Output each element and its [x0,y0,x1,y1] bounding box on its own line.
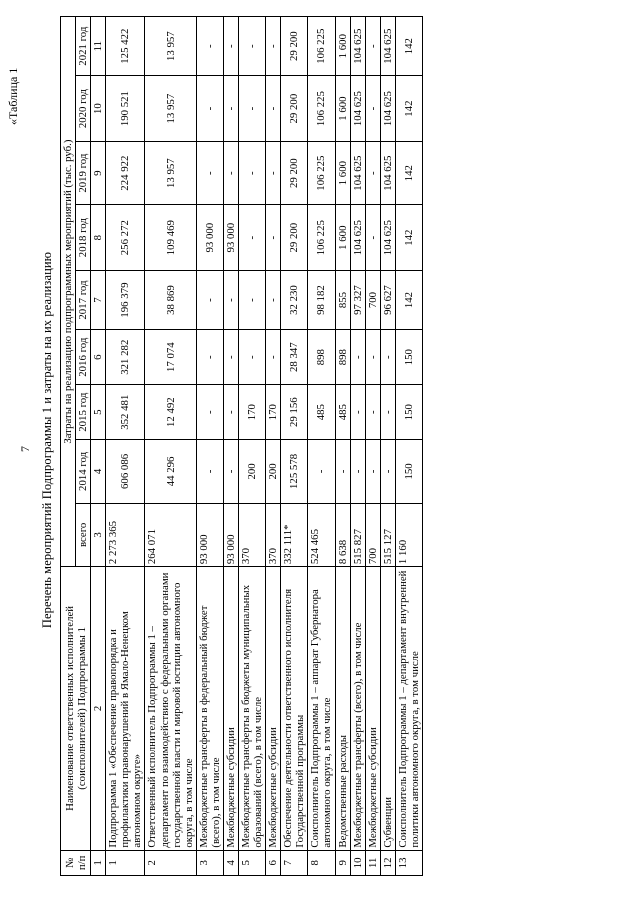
row-value-2014: 150 [395,440,422,503]
row-number: 9 [335,850,350,875]
row-name: Ответственный исполнитель Подпрограммы 1 – департамент по взаимодействию с федеральными органами государственной власти и мировой юстиции автономного округа, в том числе [145,567,196,851]
row-value-2019: 104 625 [380,141,395,204]
table-row [335,17,350,876]
row-value-2019: - [196,141,223,204]
row-value-2020: 142 [395,76,422,142]
table-row [106,17,145,876]
column-number: 11 [91,17,106,76]
table-row [239,17,266,876]
row-value-2014: - [365,440,380,503]
row-value-2017: - [196,270,223,329]
row-number: 6 [266,850,281,875]
row-value-2018: - [365,205,380,271]
row-value-2018: 104 625 [350,205,365,271]
header-total: всего [76,503,91,566]
row-value-2021: 29 200 [281,17,308,76]
row-value-2021: - [223,17,238,76]
column-number: 2 [91,567,106,851]
row-value-2019: 13 957 [145,141,196,204]
row-value-2021: - [196,17,223,76]
row-value-2016: - [196,330,223,385]
row-value-2015: 170 [239,385,266,440]
table-row [196,17,223,876]
row-value-2020: 190 521 [106,76,145,142]
row-value-2014: - [350,440,365,503]
row-value-2014: 606 086 [106,440,145,503]
row-value-2020: 13 957 [145,76,196,142]
row-name: Соисполнитель Подпрограммы 1 – департамент внутренней политики автономного округа, в том числе [395,567,422,851]
row-value-2019: - [365,141,380,204]
column-number: 9 [91,141,106,204]
row-value-2017: 142 [395,270,422,329]
row-value-2019: - [266,141,281,204]
table-row [395,17,422,876]
row-value-2018: 1 600 [335,205,350,271]
row-number: 12 [380,850,395,875]
row-value-2016: 898 [335,330,350,385]
row-name: Субвенции [380,567,395,851]
row-name: Подпрограмма 1 «Обеспечение правопорядка и профилактики правонарушений в Ямало-Ненецком автономном округе» [106,567,145,851]
row-number: 8 [308,850,335,875]
row-value-2017: 32 230 [281,270,308,329]
column-number: 8 [91,205,106,271]
row-total: 515 127 [380,503,395,566]
row-number: 13 [395,850,422,875]
row-total: 370 [266,503,281,566]
row-value-2021: 104 625 [350,17,365,76]
column-number: 3 [91,503,106,566]
row-value-2021: 106 225 [308,17,335,76]
row-value-2017: - [266,270,281,329]
row-total: 700 [365,503,380,566]
row-value-2021: - [239,17,266,76]
table-row [281,17,308,876]
row-value-2014: - [380,440,395,503]
header-number: № п/п [61,850,91,875]
header-year: 2020 год [76,76,91,142]
row-number: 10 [350,850,365,875]
table-row [308,17,335,876]
column-number: 6 [91,330,106,385]
header-year: 2017 год [76,270,91,329]
row-value-2017: 97 327 [350,270,365,329]
row-value-2020: - [239,76,266,142]
header-costs-group: Затраты на реализацию подпрограммных мероприятий (тыс. руб.) [61,17,76,567]
row-value-2017: 98 182 [308,270,335,329]
row-value-2019: 224 922 [106,141,145,204]
header-year: 2014 год [76,440,91,503]
row-number: 3 [196,850,223,875]
row-value-2016: - [350,330,365,385]
row-name: Соисполнитель Подпрограммы 1 – аппарат Губернатора автономного округа, в том числе [308,567,335,851]
table-row [380,17,395,876]
row-value-2017: 38 869 [145,270,196,329]
row-total: 2 273 365 [106,503,145,566]
row-value-2016: - [266,330,281,385]
row-value-2015: - [196,385,223,440]
table-row [145,17,196,876]
row-value-2015: 352 481 [106,385,145,440]
table-body [106,17,423,876]
header-name: Наименование ответственных исполнителей (соисполнителей) Подпрограммы 1 [61,567,91,851]
row-value-2017: 196 379 [106,270,145,329]
row-value-2015: - [350,385,365,440]
row-value-2014: - [308,440,335,503]
table-row [365,17,380,876]
row-number: 1 [106,850,145,875]
row-value-2014: - [223,440,238,503]
row-total: 8 638 [335,503,350,566]
row-value-2014: 200 [239,440,266,503]
row-value-2015: - [223,385,238,440]
row-value-2015: 485 [335,385,350,440]
row-value-2018: - [239,205,266,271]
row-value-2019: 1 600 [335,141,350,204]
row-value-2021: 125 422 [106,17,145,76]
row-value-2018: 93 000 [196,205,223,271]
row-value-2018: 142 [395,205,422,271]
row-value-2015: - [380,385,395,440]
row-total: 93 000 [223,503,238,566]
column-number: 7 [91,270,106,329]
row-name: Межбюджетные субсидии [266,567,281,851]
row-name: Межбюджетные субсидии [365,567,380,851]
row-value-2016: 17 074 [145,330,196,385]
header-year: 2021 год [76,17,91,76]
row-value-2014: - [335,440,350,503]
row-value-2019: 106 225 [308,141,335,204]
row-name: Межбюджетные трансферты (всего), в том числе [350,567,365,851]
row-value-2020: - [365,76,380,142]
row-value-2014: 200 [266,440,281,503]
row-value-2015: 150 [395,385,422,440]
column-number: 4 [91,440,106,503]
row-number: 2 [145,850,196,875]
table-label: «Таблица 1 [6,67,20,125]
row-total: 264 071 [145,503,196,566]
row-value-2014: 44 296 [145,440,196,503]
row-value-2020: 104 625 [380,76,395,142]
row-value-2017: - [223,270,238,329]
row-value-2020: - [266,76,281,142]
row-total: 332 111* [281,503,308,566]
row-value-2021: - [365,17,380,76]
header-year: 2016 год [76,330,91,385]
row-name: Межбюджетные трансферты в бюджеты муниципальных образований (всего), в том числе [239,567,266,851]
row-value-2015: 485 [308,385,335,440]
header-year: 2015 год [76,385,91,440]
table-row [223,17,238,876]
document-title: Перечень мероприятий Подпрограммы 1 и затраты на их реализацию [40,251,54,629]
row-value-2019: - [223,141,238,204]
column-number: 10 [91,76,106,142]
row-value-2021: 104 625 [380,17,395,76]
row-value-2020: 106 225 [308,76,335,142]
row-value-2014: 125 578 [281,440,308,503]
row-total: 515 827 [350,503,365,566]
row-value-2017: - [239,270,266,329]
row-value-2019: 142 [395,141,422,204]
row-total: 1 160 [395,503,422,566]
row-value-2018: 109 469 [145,205,196,271]
row-name: Межбюджетные трансферты в федеральный бюджет (всего), в том числе [196,567,223,851]
row-number: 5 [239,850,266,875]
page-number: 7 [18,446,32,452]
row-value-2021: 1 600 [335,17,350,76]
row-value-2017: 855 [335,270,350,329]
row-total: 524 465 [308,503,335,566]
row-value-2016: - [380,330,395,385]
row-value-2016: 321 282 [106,330,145,385]
row-value-2021: - [266,17,281,76]
row-name: Межбюджетные субсидии [223,567,238,851]
row-value-2018: 93 000 [223,205,238,271]
row-value-2018: 104 625 [380,205,395,271]
row-value-2019: 29 200 [281,141,308,204]
row-number: 4 [223,850,238,875]
row-value-2016: - [239,330,266,385]
row-value-2015: 12 492 [145,385,196,440]
row-name: Ведомственные расходы [335,567,350,851]
row-value-2016: - [365,330,380,385]
row-total: 93 000 [196,503,223,566]
row-value-2016: - [223,330,238,385]
row-value-2018: 106 225 [308,205,335,271]
table-row [350,17,365,876]
row-value-2021: 13 957 [145,17,196,76]
row-value-2018: - [266,205,281,271]
header-year: 2019 год [76,141,91,204]
row-value-2021: 142 [395,17,422,76]
row-value-2017: 96 627 [380,270,395,329]
row-value-2020: 104 625 [350,76,365,142]
header-year: 2018 год [76,205,91,271]
row-value-2015: 29 156 [281,385,308,440]
row-value-2015: 170 [266,385,281,440]
row-name: Обеспечение деятельности ответственного исполнителя Государственной программы [281,567,308,851]
row-total: 370 [239,503,266,566]
row-value-2020: - [196,76,223,142]
column-number: 1 [91,850,106,875]
row-value-2016: 28 347 [281,330,308,385]
row-value-2015: - [365,385,380,440]
row-value-2018: 256 272 [106,205,145,271]
column-numbers-row [91,17,106,876]
row-value-2019: 104 625 [350,141,365,204]
row-value-2020: 29 200 [281,76,308,142]
row-value-2014: - [196,440,223,503]
row-value-2017: 700 [365,270,380,329]
row-value-2020: 1 600 [335,76,350,142]
row-value-2016: 150 [395,330,422,385]
row-value-2019: - [239,141,266,204]
table-row [266,17,281,876]
row-value-2016: 898 [308,330,335,385]
measures-table [60,16,423,876]
row-value-2020: - [223,76,238,142]
row-value-2018: 29 200 [281,205,308,271]
column-number: 5 [91,385,106,440]
row-number: 11 [365,850,380,875]
header-row-1 [61,17,76,876]
row-number: 7 [281,850,308,875]
